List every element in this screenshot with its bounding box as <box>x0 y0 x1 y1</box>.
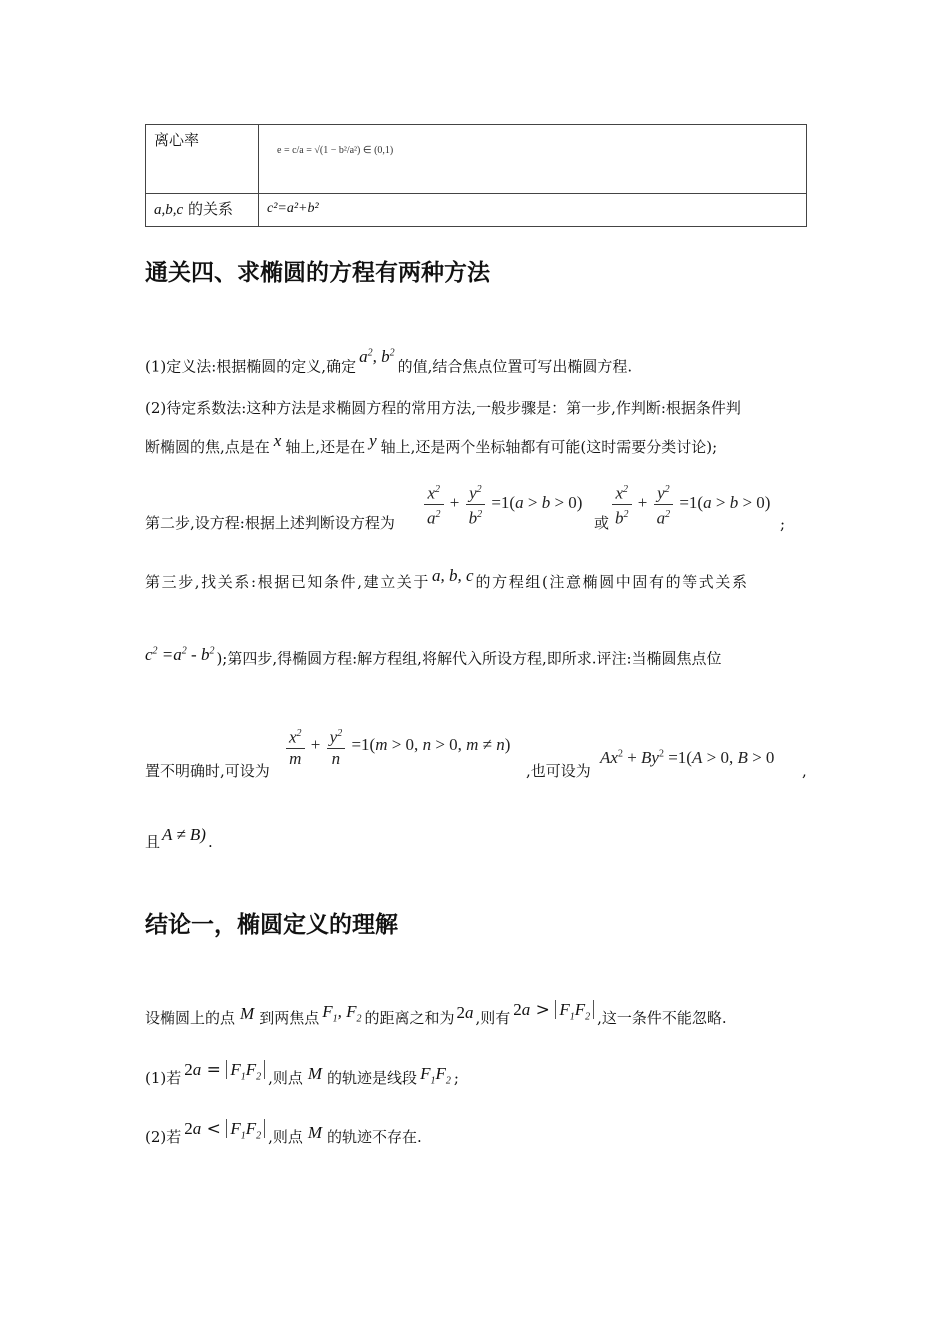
paragraph-undetermined-coefficients-line1: (2)待定系数法:这种方法是求椭圆方程的常用方法,一般步骤是：第一步,作判断:根据条件判 <box>145 399 741 417</box>
abc-label-cell: a,b,c 的关系 <box>146 194 259 227</box>
math-y: y <box>369 431 377 450</box>
math-a2-b2: $a^2$, $b^2$ <box>359 346 395 366</box>
math-F1-F2: $F_1$, $F_2$ <box>322 1002 362 1025</box>
math-2a-lt-F1F2: $2a < F_1F_2$ <box>181 1119 268 1139</box>
condition-A-neq-B: 且 A ≠ B) . <box>145 825 213 851</box>
step3-text: 第三步,找关系:根据已知条件,建立关于 a, b, c 的方程组(注意椭圆中固有的等式关系 <box>145 566 749 591</box>
ellipse-properties-table <box>145 124 807 227</box>
conclusion-paragraph-2: (1)若 $2a = F_1F_2$ ,则点 M 的轨迹是线段 $F_1F_2$ ; <box>145 1060 459 1087</box>
step4-text: $c^2 =a^2 - b^2$ );第四步,得椭圆方程:解方程组,将解代入所设方程,即所求.评注:当椭圆焦点位 <box>145 644 722 668</box>
table-row-eccentricity <box>146 125 807 194</box>
math-M: M <box>307 1064 323 1083</box>
math-2a-eq-F1F2: $2a = F_1F_2$ <box>181 1060 268 1080</box>
abc-formula-cell: c²=a²+b² <box>259 194 807 227</box>
math-M: M <box>307 1123 323 1142</box>
math-abc: a, b, c <box>432 566 474 585</box>
step2-semicolon: ; <box>780 515 786 533</box>
step2-text: 第二步,设方程:根据上述判断设方程为 <box>145 514 395 532</box>
equation-ellipse-y-major: $\frac{x^2}{b^2}$ + $\frac{y^2}{a^2}$ =1(a > b > 0) <box>610 480 770 528</box>
math-A-neq-B: A ≠ B) <box>162 825 206 844</box>
conclusion-paragraph-3: (2)若 $2a < F_1F_2$ ,则点 M 的轨迹不存在. <box>145 1119 422 1146</box>
conclusion-heading-definition: 结论一，椭圆定义的理解 <box>145 912 398 938</box>
math-2a: 2a <box>456 1003 474 1022</box>
step2-or: 或 <box>594 514 610 532</box>
math-M: M <box>240 1004 255 1023</box>
math-segment-F1F2: $F_1F_2$ <box>420 1064 451 1087</box>
section-heading-methods: 通关四、求椭圆的方程有两种方法 <box>145 260 490 286</box>
unknown-focus-mid: ,也可设为 <box>526 762 591 780</box>
table-row-abc-relation <box>146 194 807 227</box>
conclusion-paragraph-1: 设椭圆上的点 M 到两焦点 $F_1$, $F_2$ 的距离之和为 2a ,则有 $2a > F_1F_2$ ,这一条件不能忽略. <box>145 1000 727 1027</box>
equation-ellipse-x-major: $\frac{x^2}{a^2}$ + $\frac{y^2}{b^2}$ =1(a > b > 0) <box>422 480 582 528</box>
equation-ellipse-mn: $\frac{x^2}{m}$ + $\frac{y^2}{n}$ =1(m > 0, n > 0, m ≠ n) <box>284 724 510 769</box>
equation-ellipse-AB: $Ax^2 + By^2 =1(A > 0$, B > 0 <box>600 748 775 767</box>
unknown-focus-prefix: 置不明确时,可设为 <box>145 762 270 780</box>
eccentricity-formula: e = c/a = √(1 − b²/a²) ∈ (0,1) <box>277 145 394 156</box>
paragraph-definition-method: (1)定义法:根据椭圆的定义,确定$a^2$, $b^2$的值,结合焦点位置可写出椭圆方程. <box>145 346 633 376</box>
paragraph-undetermined-coefficients-line2: 断椭圆的焦,点是在 x 轴上,还是在 y 轴上,还是两个坐标轴都有可能(这时需要分类讨论); <box>145 431 718 456</box>
unknown-focus-comma: , <box>802 762 807 780</box>
math-x: x <box>273 431 282 450</box>
math-c2-equals: $c^2 =a^2 - b^2$ <box>145 644 215 664</box>
eccentricity-label-cell: 离心率 <box>146 125 259 194</box>
math-2a-gt-F1F2: $2a > F_1F_2$ <box>510 1000 597 1020</box>
eccentricity-formula-cell <box>259 125 807 194</box>
